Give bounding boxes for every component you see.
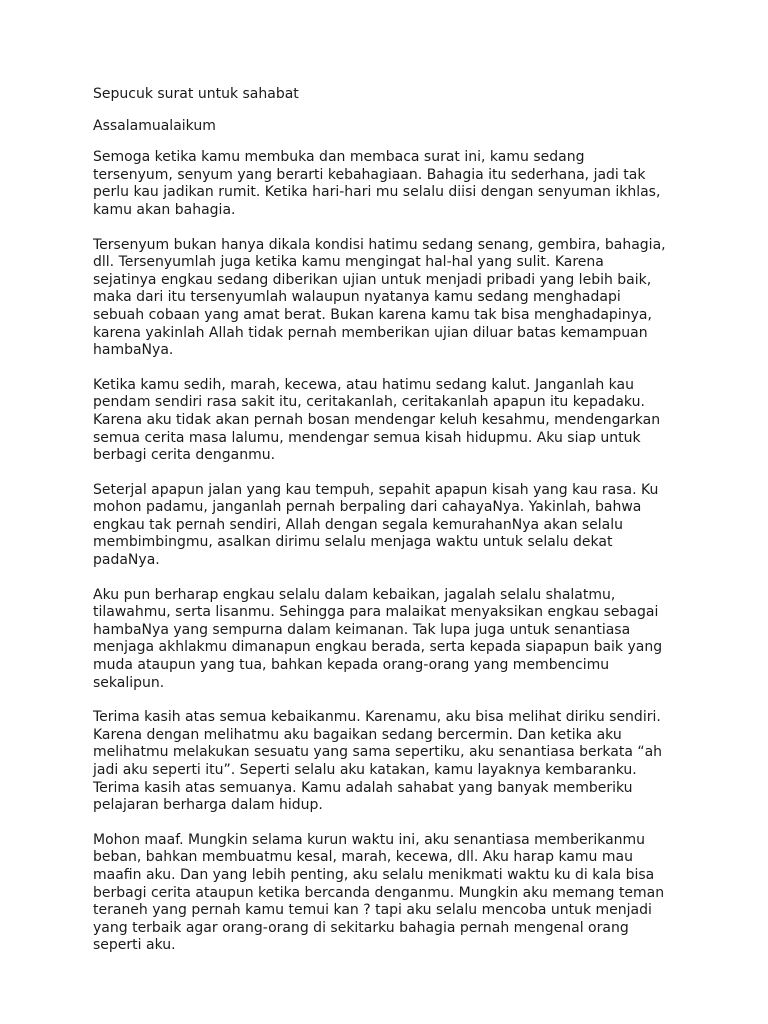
paragraph: Semoga ketika kamu membuka dan membaca surat ini, kamu sedang tersenyum, senyum yang berarti kebahagiaan. Bahagia itu sederhana, jadi tak perlu kau jadikan rumit. Ketika hari-hari mu selalu diisi dengan senyuman ikhlas, kamu akan bahagia. [93, 149, 661, 218]
letter-greeting: Assalamualaikum [93, 117, 216, 134]
paragraph: Seterjal apapun jalan yang kau tempuh, sepahit apapun kisah yang kau rasa. Ku mohon padamu, janganlah pernah berpaling dari cahayaNya. Yakinlah, bahwa engkau tak pernah sendiri, Allah dengan segala kemurahanNya akan selalu membimbingmu, asalkan dirimu selalu menjaga waktu untuk selalu dekat padaNya. [93, 481, 659, 569]
paragraph: Terima kasih atas semua kebaikanmu. Karenamu, aku bisa melihat diriku sendiri. Karena dengan melihatmu aku bagaikan sedang bercermin. Dan ketika aku melihatmu melakukan sesuatu yang sama sepertiku, aku senantiasa berkata “ah jadi aku seperti itu”. Seperti selalu aku katakan, kamu layaknya kembaranku. Terima kasih atas semuanya. Kamu adalah sahabat yang banyak memberiku pelajaran berharga dalam hidup. [93, 709, 663, 814]
paragraph: Ketika kamu sedih, marah, kecewa, atau hatimu sedang kalut. Janganlah kau pendam sendiri rasa sakit itu, ceritakanlah, ceritakanlah apapun itu kepadaku. Karena aku tidak akan pernah bosan mendengar keluh kesahmu, mendengarkan semua cerita masa lalumu, mendengar semua kisah hidupmu. Aku siap untuk berbagi cerita denganmu. [93, 376, 661, 464]
letter-title: Sepucuk surat untuk sahabat [93, 86, 299, 102]
paragraph: Mohon maaf. Mungkin selama kurun waktu ini, aku senantiasa memberikanmu beban, bahkan membuatmu kesal, marah, kecewa, dll. Aku harap kamu mau maafin aku. Dan yang lebih penting, aku selalu menikmati waktu ku di kala bisa berbagi cerita ataupun ketika bercanda denganmu. Mungkin aku memang teman teraneh yang pernah kamu temui kan ? tapi aku selalu mencoba untuk menjadi yang terbaik agar orang-orang di sekitarku bahagia pernah mengenal orang seperti aku. [93, 831, 665, 954]
paragraph: Tersenyum bukan hanya dikala kondisi hatimu sedang senang, gembira, bahagia, dll. Tersenyumlah juga ketika kamu mengingat hal-hal yang sulit. Karena sejatinya engkau sedang diberikan ujian untuk menjadi pribadi yang lebih baik, maka dari itu tersenyumlah walaupun nyatanya kamu sedang menghadapi sebuah cobaan yang amat berat. Bukan karena kamu tak bisa menghadapinya, karena yakinlah Allah tidak pernah memberikan ujian diluar batas kemampuan hambaNya. [93, 236, 666, 359]
paragraph: Aku pun berharap engkau selalu dalam kebaikan, jagalah selalu shalatmu, tilawahmu, serta lisanmu. Sehingga para malaikat menyaksikan engkau sebagai hambaNya yang sempurna dalam keimanan. Tak lupa juga untuk senantiasa menjaga akhlakmu dimanapun engkau berada, serta kepada siapapun baik yang muda ataupun yang tua, bahkan kepada orang-orang yang membencimu sekalipun. [93, 586, 663, 691]
